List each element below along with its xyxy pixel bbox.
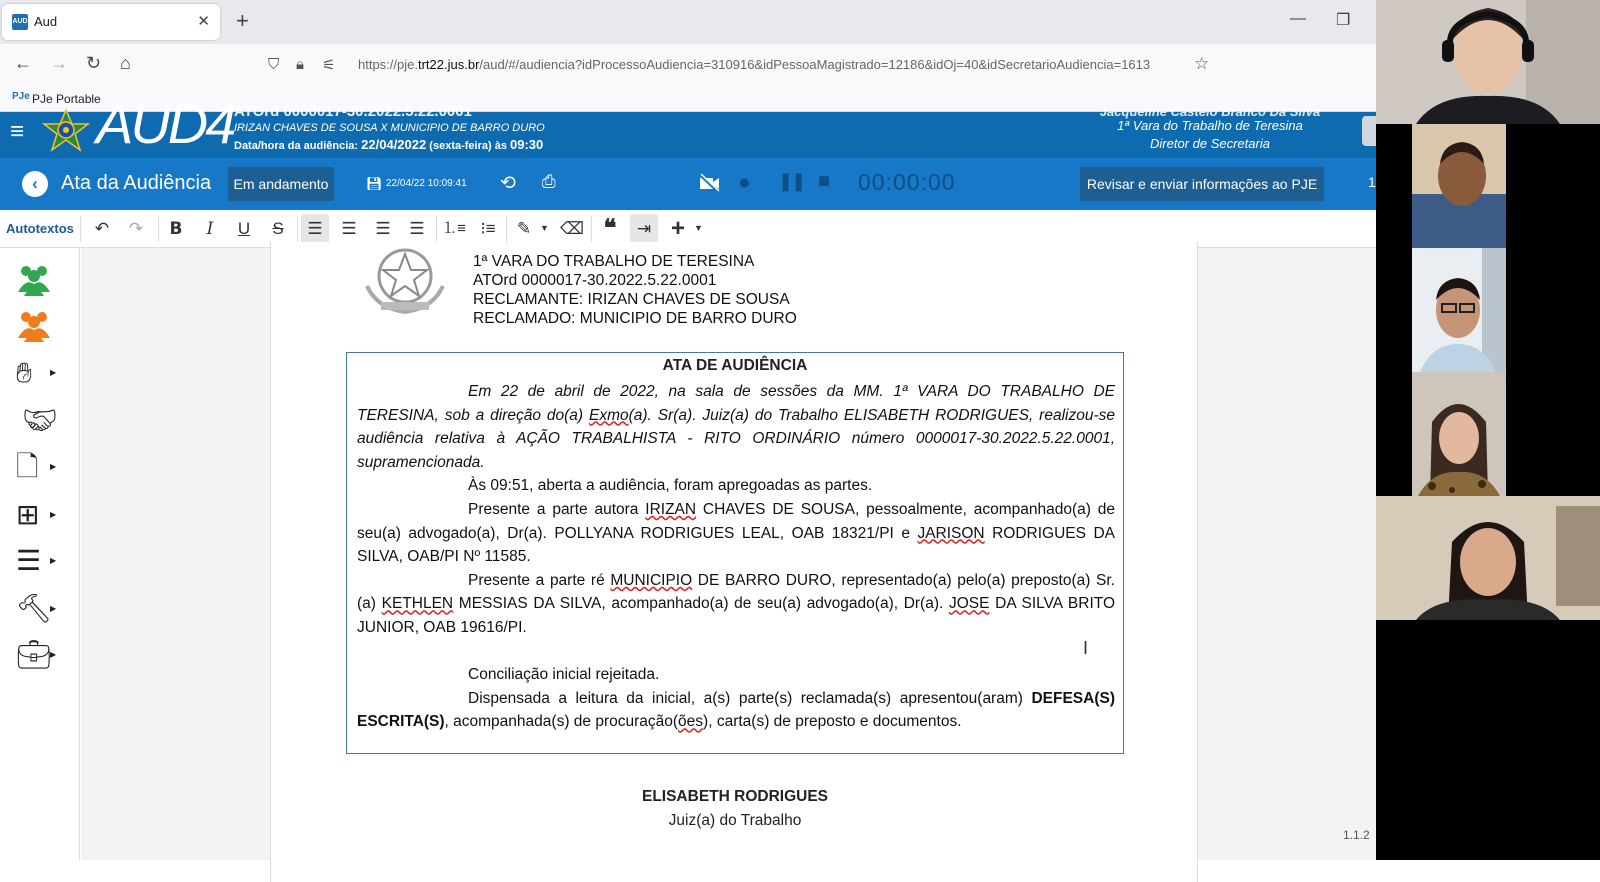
undo-icon[interactable]: ↶ <box>94 219 110 238</box>
strikethrough-icon[interactable]: S <box>272 219 284 238</box>
blockquote-icon[interactable]: ❝ <box>603 215 617 242</box>
process-parties: IRIZAN CHAVES DE SOUSA X MUNICIPIO DE BARRO DURO <box>234 122 545 134</box>
align-left-icon[interactable]: ☰ <box>341 219 357 238</box>
court-line: 1ª VARA DO TRABALHO DE TERESINA <box>473 253 755 270</box>
minutes-body <box>357 380 1115 734</box>
autotext-sidebar <box>0 248 80 860</box>
pje-bookmark-icon: PJe <box>12 91 30 102</box>
tab-close-icon[interactable]: ✕ <box>197 13 210 30</box>
user-role: Diretor de Secretaria <box>1150 136 1270 151</box>
new-tab-button[interactable]: + <box>236 8 249 33</box>
tab-title: Aud <box>34 14 58 29</box>
align-justify-icon[interactable]: ☰ <box>301 214 329 244</box>
url-bar[interactable] <box>262 49 1242 81</box>
bold-icon[interactable]: B <box>169 219 183 239</box>
video-call-panel <box>1376 0 1600 860</box>
back-button[interactable]: ‹ <box>22 171 48 197</box>
numbered-list-icon[interactable]: ⒈≡ <box>442 220 466 237</box>
toolbar-divider <box>80 216 81 242</box>
blank-line <box>357 640 1115 664</box>
toolbar-divider <box>506 216 507 242</box>
navigation-bar <box>0 44 1376 86</box>
aud-favicon-icon: AUD <box>12 14 28 30</box>
record-icon[interactable]: ● <box>738 171 751 194</box>
pause-icon[interactable]: ❚❚ <box>778 171 805 191</box>
toolbar-divider <box>591 216 592 242</box>
signer-name: ELISABETH RODRIGUES <box>641 788 828 805</box>
reload-icon[interactable]: ↻ <box>86 53 102 73</box>
sidebar-item-medical[interactable] <box>10 496 70 536</box>
autotextos-tab[interactable]: Autotextos <box>6 221 74 236</box>
participant-video-4[interactable] <box>1412 372 1506 496</box>
eraser-icon[interactable]: ⌫ <box>559 219 585 238</box>
permissions-icon[interactable]: ⚟ <box>322 57 336 74</box>
shield-icon[interactable]: ⛉ <box>268 56 280 73</box>
aud4-logo: AUD4 <box>96 92 234 155</box>
paragraph-claimant: Presente a parte autora IRIZAN CHAVES DE SOUSA, pessoalmente, acompanhado(a) de seu(a) advogado(a), Dr(a). POLLYANA RODRIGUES LEAL, OAB 18321/PI e JARISON RODRIGUES DA SILVA, OAB/PI Nº 11585. <box>357 500 1115 566</box>
stop-icon[interactable]: ■ <box>818 170 831 192</box>
participant-video-1[interactable] <box>1376 0 1600 124</box>
hand-icon: ✋︎ <box>16 357 32 388</box>
status-badge[interactable]: Em andamento <box>228 167 334 201</box>
sidebar-item-documents[interactable] <box>10 448 70 488</box>
user-name: Jacqueline Castelo Branco Da Silva <box>1099 104 1321 119</box>
tab-bar <box>0 0 1376 44</box>
participant-video-3[interactable] <box>1412 248 1506 372</box>
menu-icon[interactable]: ≡ <box>10 118 25 145</box>
paragraph-conciliation: Conciliação inicial rejeitada. <box>468 666 660 684</box>
minutes-toolbar <box>0 158 1376 210</box>
highlight-icon[interactable]: ✎ <box>516 219 532 238</box>
paragraph-defendant: Presente a parte ré MUNICIPIO DE BARRO DURO, representado(a) pelo(a) preposto(a) Sr.(a) KETHLEN MESSIAS DA SILVA, acompanhado(a) de seu(a) advogado(a), Dr(a). JOSE DA SILVA BRITO JUNIOR, OAB 19616/PI. <box>357 571 1116 636</box>
minutes-title: ATA DE AUDIÊNCIA <box>662 357 808 374</box>
bookmark-pje-portable[interactable]: PJe Portable <box>32 92 101 106</box>
participant-video-2[interactable] <box>1412 124 1506 248</box>
lock-icon[interactable]: 🔒︎ <box>296 56 304 73</box>
document-icon: 🗋 <box>16 451 39 482</box>
claimant-line: RECLAMANTE: IRIZAN CHAVES DE SOUSA <box>473 291 790 308</box>
caret-right-icon: ▶ <box>50 650 57 659</box>
home-icon[interactable]: ⌂ <box>120 53 131 73</box>
paragraph-opened: Às 09:51, aberta a audiência, foram apregoadas as partes. <box>468 477 873 495</box>
process-header <box>473 252 797 328</box>
italic-icon[interactable]: I <box>206 219 214 239</box>
green-people-group-icon <box>16 262 52 296</box>
app-version: 1.1.2 <box>1343 828 1370 842</box>
sidebar-item-business[interactable] <box>10 636 70 676</box>
orange-people-group-icon <box>16 308 52 342</box>
page-title: Ata da Audiência <box>61 172 212 194</box>
process-line: ATOrd 0000017-30.2022.5.22.0001 <box>473 272 717 289</box>
sidebar-item-requests[interactable] <box>10 354 70 394</box>
print-icon[interactable]: ⎙ <box>542 172 556 191</box>
review-send-pje-button[interactable]: Revisar e enviar informações ao PJE <box>1080 167 1324 201</box>
browser-tab[interactable] <box>2 4 220 40</box>
sidebar-item-parties-present[interactable] <box>10 260 70 300</box>
history-icon[interactable]: ⟲ <box>500 173 516 194</box>
align-right-icon[interactable]: ☰ <box>409 219 425 238</box>
toolbar-divider <box>297 216 298 242</box>
minutes-text-block[interactable] <box>346 352 1124 754</box>
list-icon: ☰ <box>16 545 42 576</box>
save-icon: 💾︎ <box>366 176 383 191</box>
bullet-list-icon[interactable]: ⁝≡ <box>480 219 496 238</box>
caret-right-icon: ▶ <box>50 368 57 377</box>
text-cursor-icon: I <box>1083 638 1089 658</box>
briefcase-icon: 💼︎ <box>16 639 52 670</box>
indent-icon[interactable]: ⇥ <box>630 214 658 244</box>
caret-right-icon: ▶ <box>50 510 57 519</box>
handshake-icon: 🤝︎ <box>22 405 58 436</box>
insert-dropdown-icon[interactable]: ▼ <box>694 223 703 233</box>
redo-icon[interactable]: ↷ <box>128 219 144 238</box>
court-crest-icon <box>347 246 463 316</box>
underline-icon[interactable]: U <box>237 219 251 238</box>
caret-right-icon: ▶ <box>50 556 57 565</box>
back-arrow-icon[interactable]: ← <box>14 53 32 73</box>
bookmark-star-icon[interactable]: ☆ <box>1194 54 1210 73</box>
sidebar-item-parties-absent[interactable] <box>10 306 70 346</box>
signer-role: Juiz(a) do Trabalho <box>668 812 802 829</box>
republic-emblem-icon <box>42 110 90 152</box>
sidebar-item-judgment[interactable] <box>10 590 70 630</box>
recording-timer: 00:00:00 <box>858 169 956 195</box>
document-area <box>81 248 1416 860</box>
camera-off-icon[interactable] <box>698 172 720 194</box>
last-saved-time: 22/04/22 10:09:41 <box>386 178 467 189</box>
align-center-icon[interactable]: ☰ <box>375 219 391 238</box>
medical-kit-icon: ⊞ <box>16 499 40 530</box>
gavel-icon: 🔨︎ <box>16 593 52 624</box>
minimize-icon[interactable]: — <box>1290 10 1306 27</box>
forward-arrow-icon[interactable]: → <box>50 53 68 73</box>
sidebar-item-texts[interactable] <box>10 542 70 582</box>
document-page[interactable] <box>270 242 1198 882</box>
court-name: 1ª Vara do Trabalho de Teresina <box>1117 118 1303 133</box>
sidebar-item-agreement[interactable] <box>10 402 70 442</box>
participant-video-5[interactable] <box>1376 496 1600 620</box>
paragraph-opening: Em 22 de abril de 2022, na sala de sessões da MM. 1ª VARA DO TRABALHO DE TERESINA, sob a direção do(a) Exmo(a). Sr(a). Juiz(a) do Trabalho ELISABETH RODRIGUES, realizou-se audiência relativa à AÇÃO TRABALHISTA - RITO ORDINÁRIO número 0000017-30.2022.5.22.0001, supramencionada. <box>357 383 1115 471</box>
paragraph-defense: Dispensada a leitura da inicial, a(s) parte(s) reclamada(s) apresentou(aram) DEFESA(S) ESCRITA(S), acompanhada(s) de procuração(ões), carta(s) de preposto e documentos. <box>357 689 1115 731</box>
highlight-dropdown-icon[interactable]: ▼ <box>540 223 549 233</box>
toolbar-overflow[interactable]: 1 <box>1368 174 1376 190</box>
insert-icon[interactable]: + <box>670 215 685 242</box>
defendant-line: RECLAMADO: MUNICIPIO DE BARRO DURO <box>473 310 797 327</box>
hearing-datetime: Data/hora da audiência: 22/04/2022 (sexta-feira) às 09:30 <box>234 137 544 152</box>
caret-right-icon: ▶ <box>50 604 57 613</box>
toolbar-divider <box>158 216 159 242</box>
url-text[interactable]: https://pje.trt22.jus.br/aud/#/audiencia?idProcessoAudiencia=310916&idPessoaMagistrado=12186&idOj=40&idSecretarioAudiencia=1613 <box>358 57 1151 72</box>
process-number: ATOrd 0000017-30.2022.5.22.0001 <box>234 103 472 120</box>
toolbar-divider <box>436 216 437 242</box>
restore-icon[interactable]: ❐ <box>1336 12 1351 29</box>
caret-right-icon: ▶ <box>50 462 57 471</box>
